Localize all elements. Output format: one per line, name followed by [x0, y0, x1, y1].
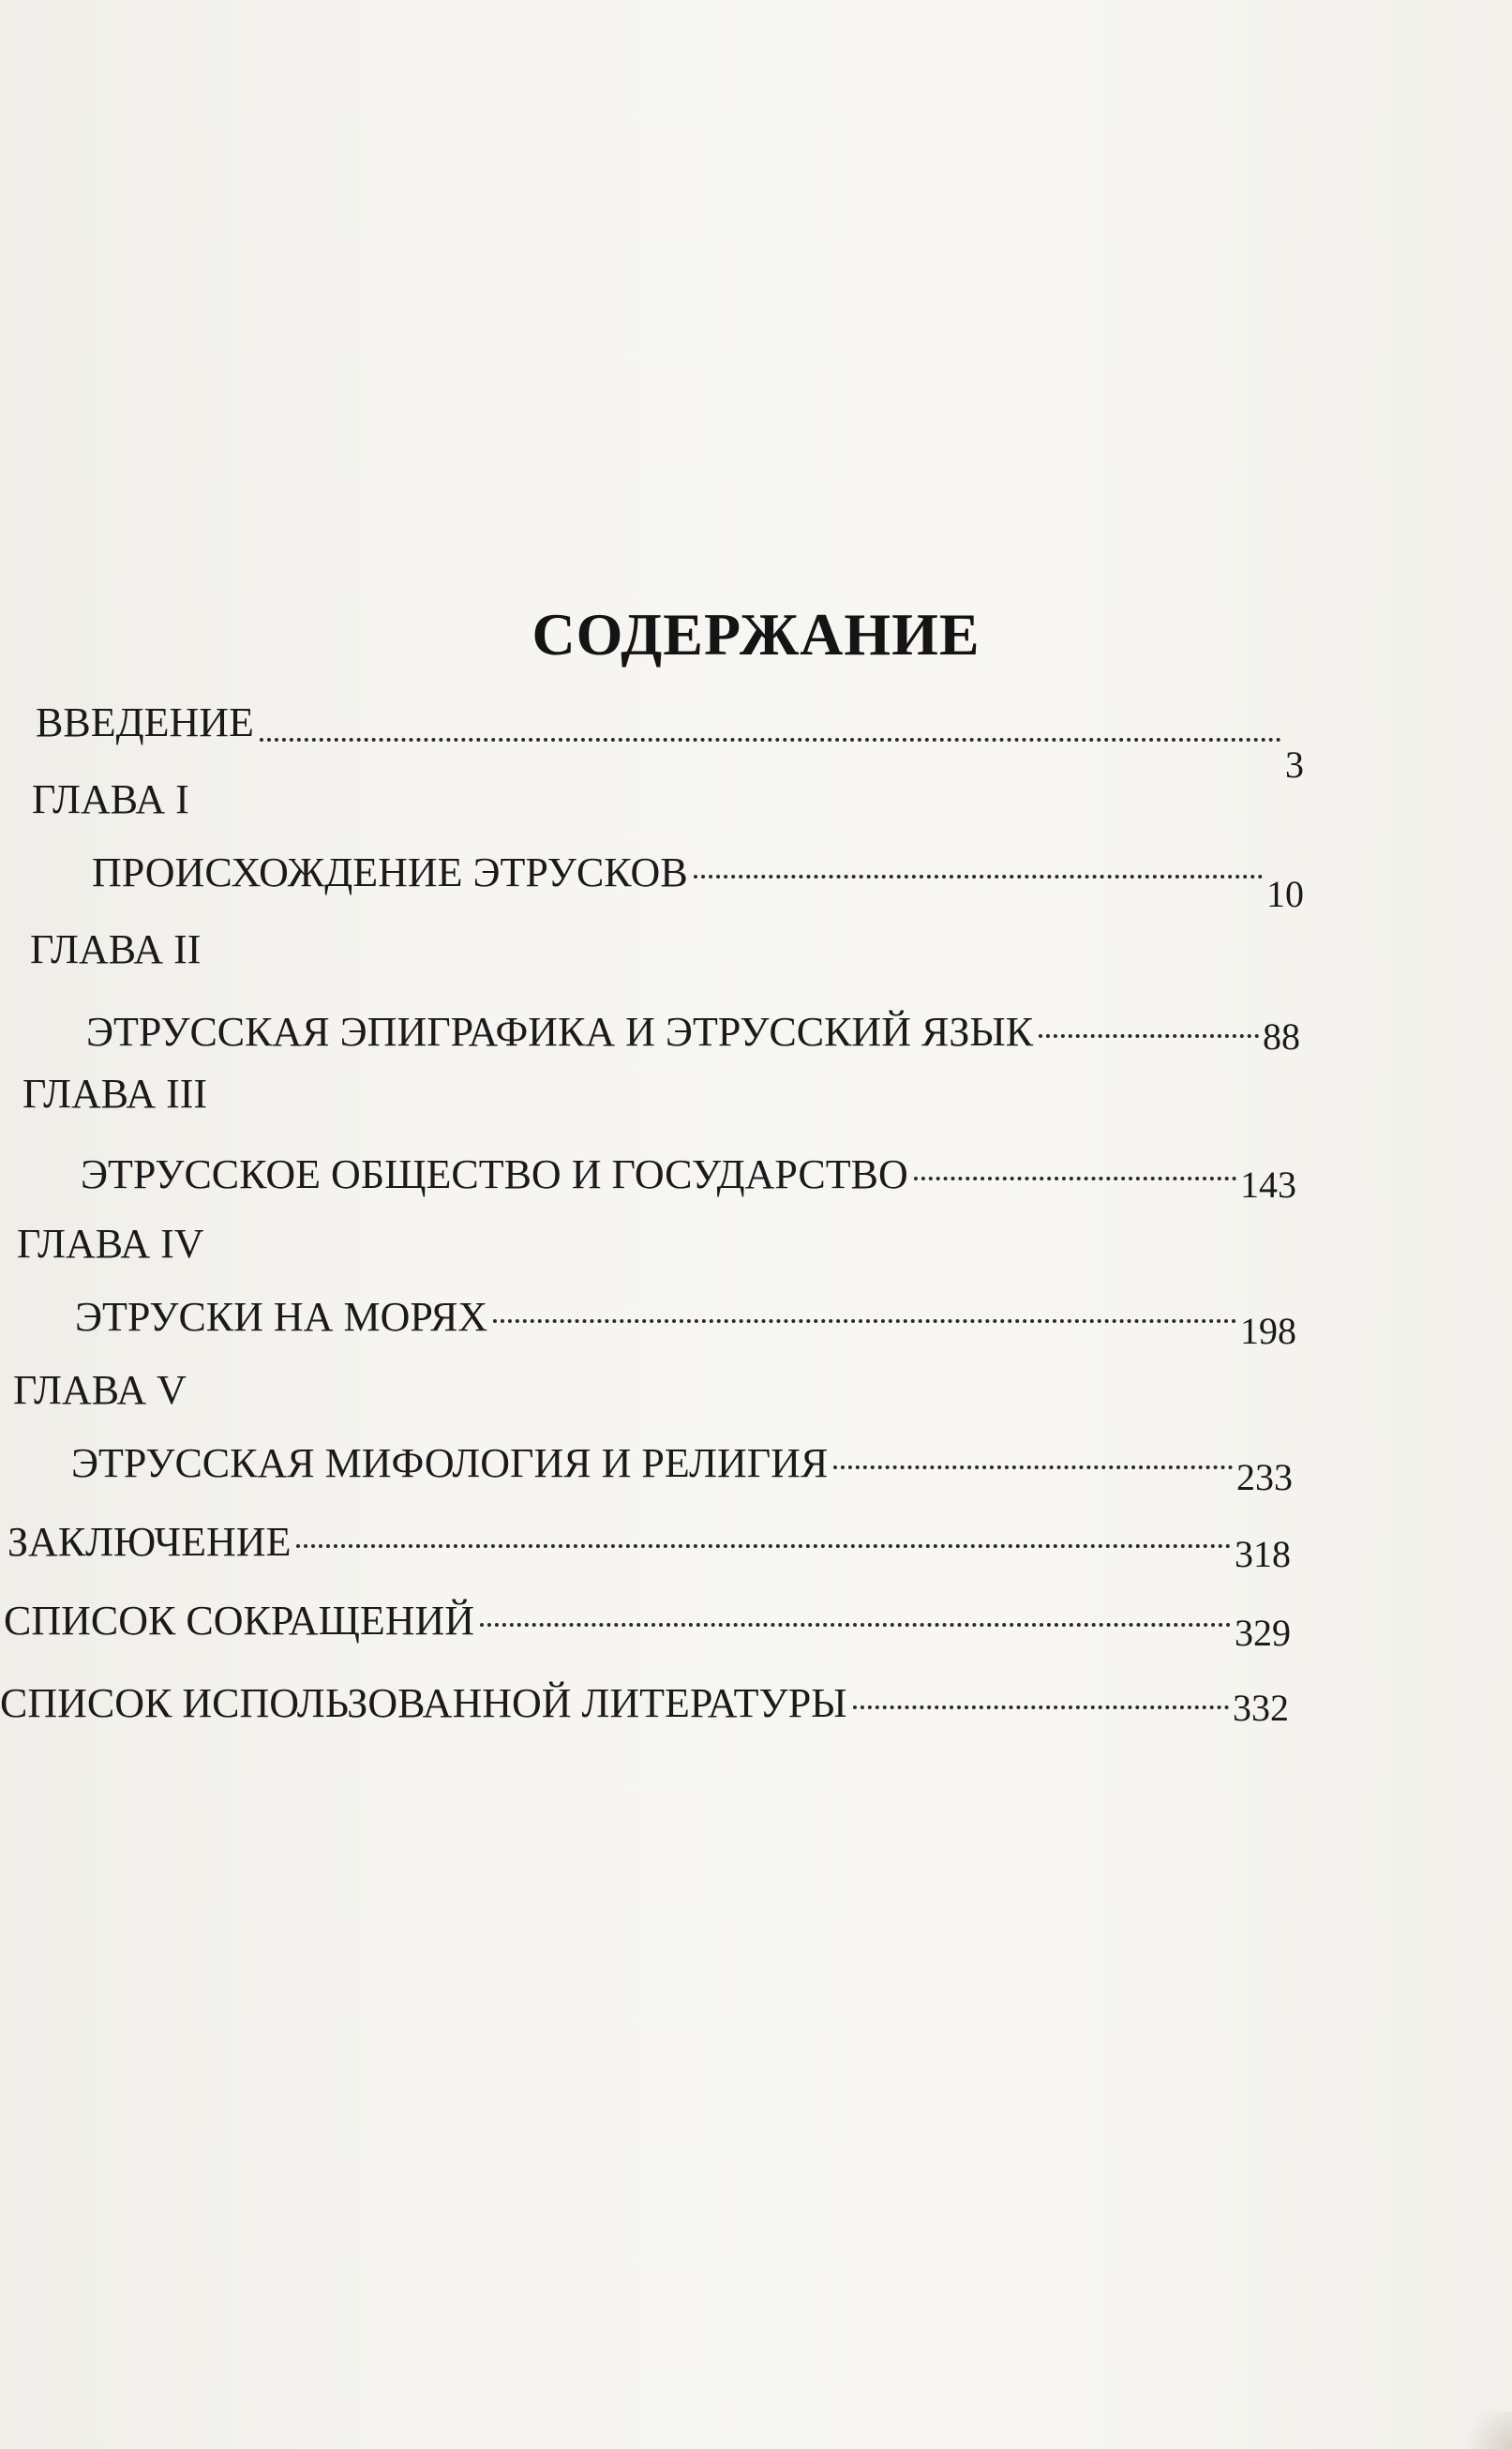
toc-entry-label: СПИСОК СОКРАЩЕНИЙ: [4, 1598, 475, 1644]
toc-entry-conclusion: [7, 1517, 1291, 1575]
toc-entry-label: ЭТРУССКОЕ ОБЩЕСТВО И ГОСУДАРСТВО: [81, 1151, 908, 1197]
toc-entry-label: ЗАКЛЮЧЕНИЕ: [7, 1519, 292, 1565]
leader-dots: [694, 875, 1263, 879]
page-corner-shadow: [1456, 2411, 1512, 2449]
chapter-heading-1: ГЛАВА I: [32, 776, 189, 822]
chapter-heading-4: ГЛАВА IV: [17, 1221, 204, 1267]
toc-entry-page: 233: [1236, 1456, 1293, 1498]
toc-entry-page: 3: [1285, 744, 1304, 786]
leader-dots: [260, 738, 1281, 742]
toc-entry-chapter-3: [81, 1149, 1296, 1206]
toc-entry-page: 318: [1235, 1533, 1291, 1575]
show-through-texture: [309, 488, 1153, 2269]
chapter-heading-5: ГЛАВА V: [13, 1367, 187, 1413]
toc-entry-chapter-2: [86, 1007, 1300, 1059]
leader-dots: [853, 1705, 1229, 1709]
toc-entry-page: 198: [1240, 1310, 1296, 1352]
toc-entry-label: ЭТРУССКАЯ ЭПИГРАФИКА И ЭТРУССКИЙ ЯЗЫК: [86, 1009, 1034, 1055]
toc-entry-label: ЭТРУСКИ НА МОРЯХ: [75, 1294, 488, 1340]
leader-dots: [833, 1465, 1233, 1469]
toc-entry-page: 10: [1266, 873, 1304, 915]
toc-entry-page: 143: [1240, 1164, 1296, 1206]
toc-entry-bibliography: [0, 1678, 1289, 1730]
toc-entry-chapter-4: [75, 1292, 1296, 1352]
toc-entry-label: СПИСОК ИСПОЛЬЗОВАННОЙ ЛИТЕРАТУРЫ: [0, 1680, 847, 1726]
page-title: СОДЕРЖАНИЕ: [531, 601, 981, 668]
toc-entry-label: ВВЕДЕНИЕ: [36, 699, 254, 745]
toc-entry-chapter-5: [71, 1438, 1293, 1498]
chapter-heading-2: ГЛАВА II: [30, 926, 202, 972]
toc-entry-label: ЭТРУССКАЯ МИФОЛОГИЯ И РЕЛИГИЯ: [71, 1440, 829, 1486]
toc-entry-label: ПРОИСХОЖДЕНИЕ ЭТРУСКОВ: [92, 849, 688, 895]
toc-entry-abbreviations: [4, 1596, 1291, 1654]
toc-entry-page: 88: [1263, 1015, 1300, 1058]
toc-entry-chapter-1: [92, 848, 1304, 915]
leader-dots: [493, 1319, 1236, 1323]
leader-dots: [914, 1177, 1236, 1180]
toc-entry-introduction: [36, 698, 1304, 786]
toc-entry-page: 329: [1235, 1612, 1291, 1654]
leader-dots: [1039, 1034, 1259, 1038]
chapter-heading-3: ГЛАВА III: [22, 1071, 208, 1117]
leader-dots: [296, 1544, 1231, 1548]
toc-entry-page: 332: [1233, 1687, 1289, 1729]
leader-dots: [480, 1623, 1231, 1627]
